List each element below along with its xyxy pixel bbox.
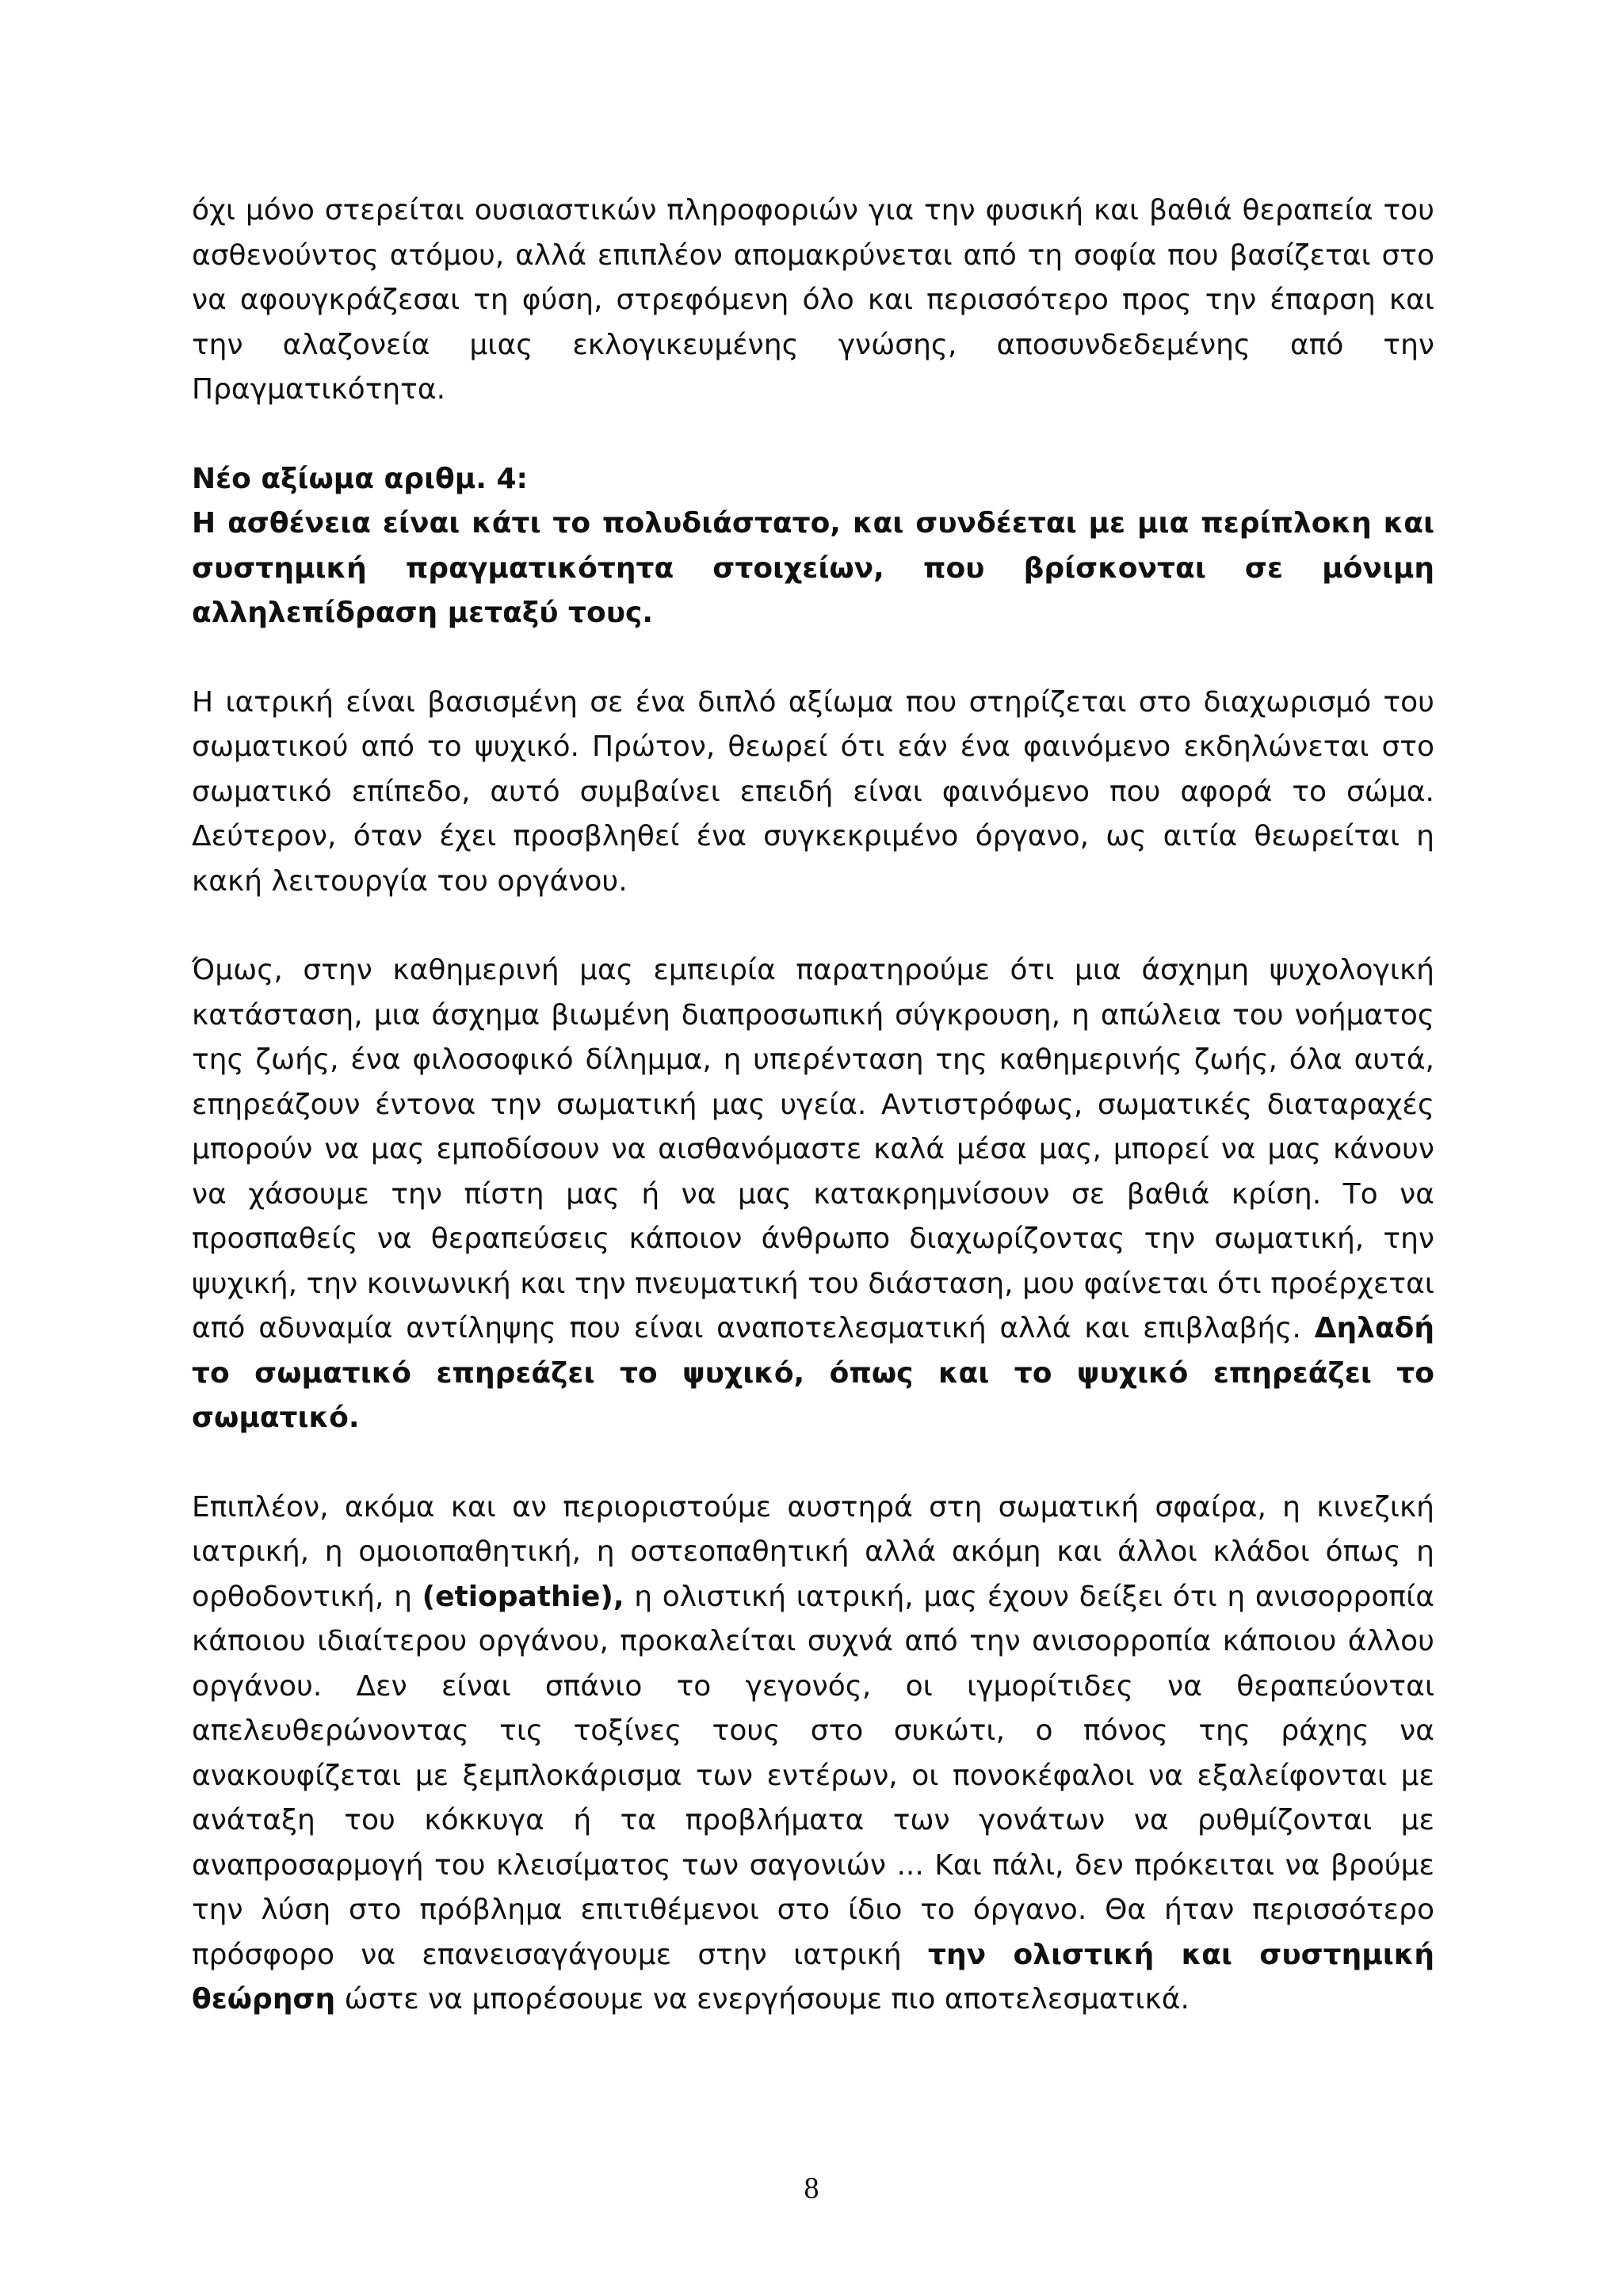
emphasis-text: Δηλαδή το σωματικό επηρεάζει το ψυχικό, όπως και το ψυχικό επηρεάζει το σωματικό. bbox=[192, 1312, 1434, 1434]
page-body bbox=[192, 189, 1434, 2067]
emphasis-text: (etiopathie), bbox=[422, 1580, 624, 1613]
paragraph-text: Επιπλέον, ακόμα και αν περιοριστούμε αυστηρά στη σωματική σφαίρα, η κινεζική ιατρική, η ομοιοπαθητική, η οστεοπαθητική αλλά ακόμη και άλλοι κλάδοι όπως η ορθοδοντική, η bbox=[192, 1490, 1434, 1613]
paragraph: Η ιατρική είναι βασισμένη σε ένα διπλό αξίωμα που στηρίζεται στο διαχωρισμό του σωματικού από το ψυχικό. Πρώτον, θεωρεί ότι εάν ένα φαινόμενο εκδηλώνεται στο σωματικό επίπεδο, αυτό συμβαίνει επειδή είναι φαινόμενο που αφορά το σώμα. Δεύτερον, όταν έχει προσβληθεί ένα συγκεκριμένο όργανο, ως αιτία θεωρείται η κακή λειτουργία του οργάνου. bbox=[192, 685, 1434, 898]
paragraph-text: Όμως, στην καθημερινή μας εμπειρία παρατηρούμε ότι μια άσχημη ψυχολογική κατάσταση, μια άσχημα βιωμένη διαπροσωπική σύγκρουση, η απώλεια του νοήματος της ζωής, ένα φιλοσοφικό δίλημμα, η υπερένταση της καθημερινής ζωής, όλα αυτά, επηρεάζουν έντονα την σωματική μας υγεία. Αντιστρόφως, σωματικές διαταραχές μπορούν να μας εμποδίσουν να αισθανόμαστε καλά μέσα μας, μπορεί να μας κάνουν να χάσουμε την πίστη μας ή να μας κατακρημνίσουν σε βαθιά κρίση. Το να προσπαθείς να θεραπεύσεις κάποιον άνθρωπο διαχωρίζοντας την σωματική, την ψυχική, την κοινωνική και την πνευματική του διάσταση, μου φαίνεται ότι προέρχεται από αδυναμία αντίληψης που είναι αναποτελεσματική αλλά και επιβλαβής. bbox=[192, 954, 1434, 1344]
paragraph bbox=[192, 948, 1434, 1441]
paragraph: όχι μόνο στερείται ουσιαστικών πληροφοριών για την φυσική και βαθιά θεραπεία του ασθενούντος ατόμου, αλλά επιπλέον απομακρύνεται από τη σοφία που βασίζεται στο να αφουγκράζεσαι τη φύση, στρεφόμενη όλο και περισσότερο προς την έπαρση και την αλαζονεία μιας εκλογικευμένης γνώσης, αποσυνδεδεμένης από την Πραγματικότητα. bbox=[192, 194, 1434, 406]
paragraph-text: ώστε να μπορέσουμε να ενεργήσουμε πιο αποτελεσματικά. bbox=[344, 1983, 1190, 2016]
emphasis-text: την ολιστική και συστημική θεώρηση bbox=[192, 1938, 1434, 2016]
axiom-heading: Νέο αξίωμα αριθμ. 4: bbox=[192, 462, 528, 495]
paragraph-text: η ολιστική ιατρική, μας έχουν δείξει ότι η ανισορροπία κάποιου ιδιαίτερου οργάνου, προκαλείται συχνά από την ανισορροπία κάποιου άλλου οργάνου. Δεν είναι σπάνιο το γεγονός, οι ιγμορίτιδες να θεραπεύονται απελευθερώνοντας τις τοξίνες τους στο συκώτι, ο πόνος της ράχης να ανακουφίζεται με ξεμπλοκάρισμα των εντέρων, οι πονοκέφαλοι να εξαλείφονται με ανάταξη του κόκκυγα ή τα προβλήματα των γονάτων να ρυθμίζονται με αναπροσαρμογή του κλεισίματος των σαγονιών ... Και πάλι, δεν πρόκειται να βρούμε την λύση στο πρόβλημα επιτιθέμενοι στο ίδιο το όργανο. Θα ήταν περισσότερο πρόσφορο να επανεισαγάγουμε στην ιατρική bbox=[192, 1580, 1435, 1971]
paragraph bbox=[192, 1486, 1434, 2023]
page-number: 8 bbox=[804, 2172, 819, 2205]
axiom-statement: Η ασθένεια είναι κάτι το πολυδιάστατο, και συνδέεται με μια περίπλοκη και συστημική πραγματικότητα στοιχείων, που βρίσκονται σε μόνιμη αλληλεπίδραση μεταξύ τους. bbox=[192, 507, 1434, 629]
